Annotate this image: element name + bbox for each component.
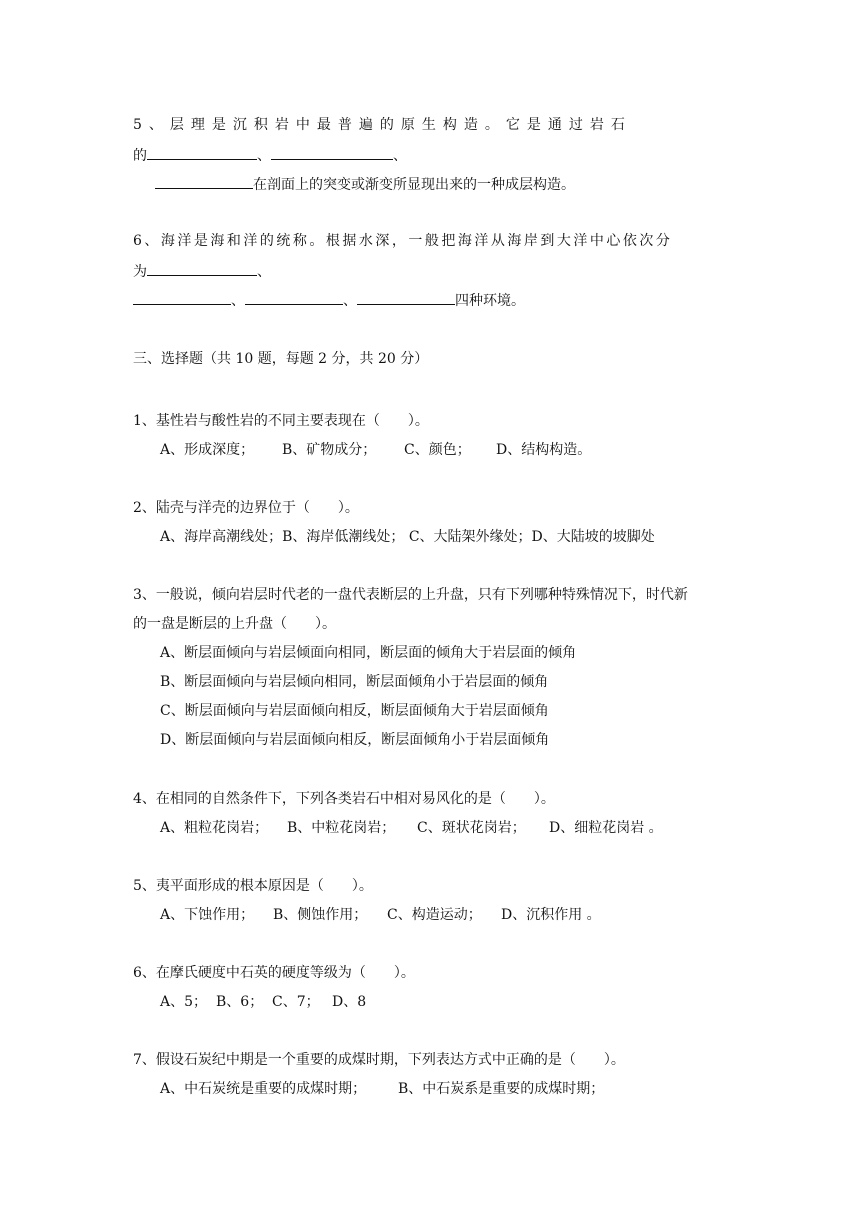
question-5-option-b[interactable]: B、侧蚀作用； [273,907,368,923]
q6-blank-4[interactable] [357,290,455,305]
question-6-options [160,993,366,1011]
question-5-options [160,906,601,924]
question-4-option-c[interactable]: C、斑状花岗岩； [417,820,526,836]
q6-prefix: 为 [133,264,147,280]
question-3-option-a[interactable]: A、断层面倾向与岩层倾面向相同，断层面的倾角大于岩层面的倾角 [160,645,577,661]
question-4-option-a[interactable]: A、粗粒花岗岩； [160,820,269,836]
question-7-option-a[interactable]: A、中石炭统是重要的成煤时期； [160,1081,367,1097]
question-6-option-a[interactable]: A、5； [160,994,208,1010]
q6-separator-3: 、 [343,293,357,309]
q6-line-1: 6、海洋是海和洋的统称。根据水深，一般把海洋从海岸到大洋中心依次分 [133,233,673,249]
q5-line-3 [155,174,575,194]
question-5-stem: 5、夷平面形成的根本原因是（ ）。 [133,878,373,894]
question-3-option-b[interactable]: B、断层面倾向与岩层倾向相同，断层面倾角小于岩层面的倾角 [160,674,549,690]
question-3-stem-line-2: 的一盘是断层的上升盘（ ）。 [133,616,336,632]
question-7-options [160,1080,604,1098]
q6-separator-2: 、 [231,293,245,309]
question-1-stem: 1、基性岩与酸性岩的不同主要表现在（ ）。 [133,413,429,429]
q6-blank-1[interactable] [147,261,257,276]
question-6-option-c[interactable]: C、7； [272,994,320,1010]
question-1-options [160,441,591,459]
q6-separator-1: 、 [257,264,271,280]
q5-line-2 [133,145,407,165]
question-5-option-c[interactable]: C、构造运动； [387,907,482,923]
q5-line-1: 5、层理是沉积岩中最普遍的原生构造。它是通过岩石 [133,117,632,133]
question-2-stem: 2、陆壳与洋壳的边界位于（ ）。 [133,500,359,516]
question-1-option-b[interactable]: B、矿物成分； [282,442,377,458]
q5-blank-3[interactable] [155,174,253,189]
question-4-stem: 4、在相同的自然条件下，下列各类岩石中相对易风化的是（ ）。 [133,791,555,807]
question-4-options [160,819,663,837]
question-6-stem: 6、在摩氏硬度中石英的硬度等级为（ ）。 [133,965,415,981]
question-5-option-a[interactable]: A、下蚀作用； [160,907,255,923]
q5-prefix: 的 [133,148,147,164]
q5-blank-1[interactable] [147,145,257,160]
question-2-options[interactable]: A、海岸高潮线处；B、海岸低潮线处； C、大陆架外缘处；D、大陆坡的坡脚处 [160,529,655,545]
question-6-option-d[interactable]: D、8 [332,994,367,1010]
section-3-title: 三、选择题（共 10 题，每题 2 分，共 20 分） [133,351,429,367]
question-3-option-c[interactable]: C、断层面倾向与岩层面倾向相反，断层面倾角大于岩层面倾角 [160,703,549,719]
question-1-option-c[interactable]: C、颜色； [404,442,471,458]
q5-separator-2: 、 [393,148,407,164]
question-4-option-b[interactable]: B、中粒花岗岩； [287,820,396,836]
question-1-option-d[interactable]: D、结构构造。 [496,442,592,458]
q6-line-3 [133,290,525,310]
q6-blank-2[interactable] [133,290,231,305]
q6-line-2 [133,261,271,281]
q5-blank-2[interactable] [271,145,393,160]
q5-separator-1: 、 [257,148,271,164]
question-4-option-d[interactable]: D、细粒花岗岩 。 [549,820,663,836]
q6-blank-3[interactable] [245,290,343,305]
question-6-option-b[interactable]: B、6； [216,994,264,1010]
question-5-option-d[interactable]: D、沉积作用 。 [501,907,601,923]
question-3-option-d[interactable]: D、断层面倾向与岩层面倾向相反，断层面倾角小于岩层面倾角 [160,732,550,748]
question-3-stem-line-1: 3、一般说，倾向岩层时代老的一盘代表断层的上升盘，只有下列哪种特殊情况下，时代新 [133,587,688,603]
question-7-stem: 7、假设石炭纪中期是一个重要的成煤时期，下列表达方式中正确的是（ ）。 [133,1052,625,1068]
question-7-option-b[interactable]: B、中石炭系是重要的成煤时期； [398,1081,605,1097]
q6-suffix: 四种环境。 [455,293,525,309]
question-1-option-a[interactable]: A、形成深度； [160,442,255,458]
q5-suffix: 在剖面上的突变或渐变所显现出来的一种成层构造。 [253,177,575,193]
